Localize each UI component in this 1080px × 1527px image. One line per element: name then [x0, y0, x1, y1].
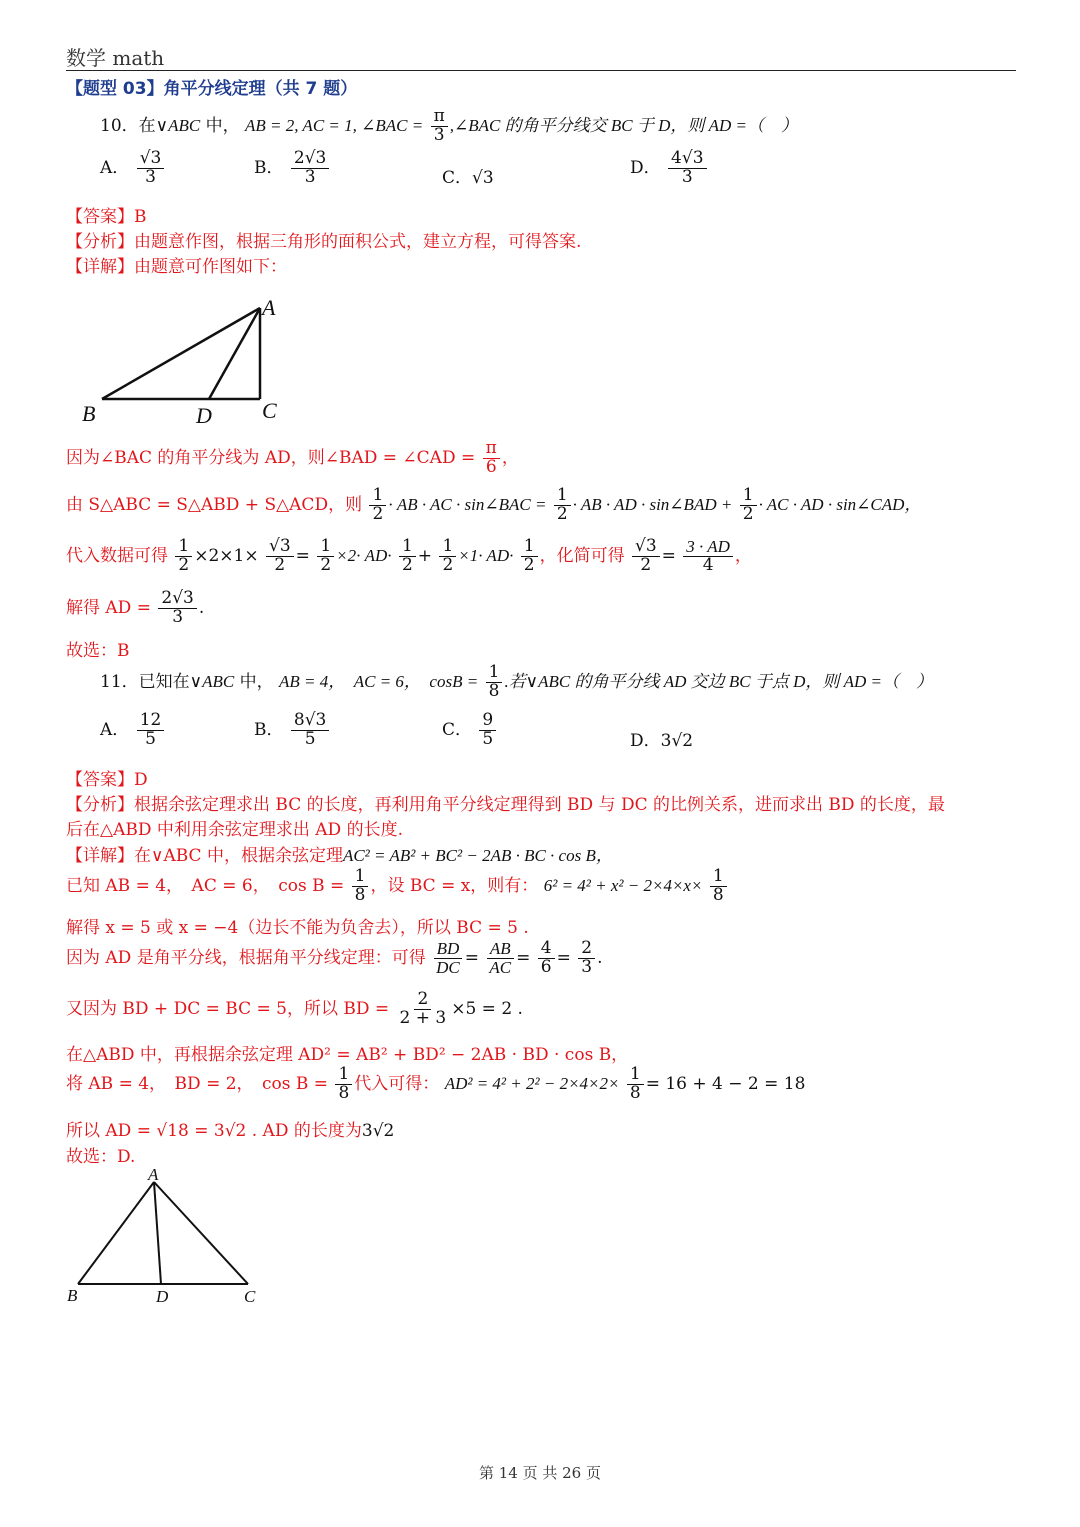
q10-step2: 由 S△ABC = S△ABD + S△ACD，则 $\frac{1}{2}$ · AB · AC · sin∠BAC = $\frac{1}{2}$ · AB · AD · sin∠BAD + $\frac{1}{2}$ · AC · AD · sin∠CAD， [66, 485, 922, 524]
q10-step1: 因为∠BAC 的角平分线为 AD，则∠BAD = ∠CAD = $\frac{\pi}{6}$ ， [66, 438, 519, 477]
q11-option-b: B． $\frac{8√3}{5}$ [254, 712, 331, 749]
q11-line4: 又因为 BD + DC = BC = 5，所以 BD = $\frac{2}{2 + 3}$ ×5 = 2 . [66, 989, 523, 1028]
q10-choice: 故选：B [66, 641, 130, 661]
q11-analysis-line1: 【分析】根据余弦定理求出 BC 的长度，再利用角平分线定理得到 BD 与 DC 的比例关系，进而求出 BD 的长度，最 [66, 795, 945, 815]
q10-analysis: 【分析】由题意作图，根据三角形的面积公式，建立方程，可得答案. [66, 232, 582, 252]
q10-triangle-figure [76, 290, 296, 430]
q10-option-a: A． $\frac{√3}{3}$ [100, 150, 166, 187]
q11-stem: 11．已知在∨ABC 中， AB = 4， AC = 6， cosB = $\frac{1}{8}$ .若∨ABC 的角平分线 AD 交边 BC 于点 D，则 AD =（ ） [100, 662, 934, 701]
q11-answer: 【答案】D [66, 770, 148, 790]
q11-label-a: A [148, 1165, 159, 1184]
q10-label-b: B [82, 401, 96, 426]
page-footer: 第 14 页 共 26 页 [478, 1464, 601, 1482]
q11-line5: 在△ABD 中，再根据余弦定理 AD² = AB² + BD² − 2AB · BD · cos B， [66, 1045, 629, 1065]
q11-triangle-figure [60, 1162, 280, 1312]
q11-analysis-line2: 后在△ABD 中利用余弦定理求出 AD 的长度. [66, 820, 403, 840]
section-title: 【题型 03】角平分线定理（共 7 题） [66, 79, 358, 99]
header-rule [66, 70, 1016, 71]
q11-detail-intro: 【详解】在∨ABC 中，根据余弦定理AC² = AB² + BC² − 2AB · BC · cos B， [66, 846, 613, 866]
q10-answer: 【答案】B [66, 207, 147, 227]
q11-line3: 因为 AD 是角平分线，根据角平分线定理：可得 $\frac{BD}{DC}$ = $\frac{AB}{AC}$ = $\frac{4}{6}$ = $\frac{2}{3}$ . [66, 938, 603, 977]
q11-option-d: D．3√2 [630, 731, 694, 751]
q11-option-a: A． $\frac{12}{5}$ [100, 712, 166, 749]
q10-option-b: B． $\frac{2√3}{3}$ [254, 150, 331, 187]
q11-choice: 故选：D. [66, 1147, 136, 1167]
q11-line2: 解得 x = 5 或 x = −4（边长不能为负舍去），所以 BC = 5 . [66, 918, 529, 938]
q11-line7: 所以 AD = √18 = 3√2 . AD 的长度为3√2 [66, 1121, 395, 1141]
q10-step4: 解得 AD = $\frac{2√3}{3}$ . [66, 588, 205, 627]
q11-line1: 已知 AB = 4， AC = 6， cos B = $\frac{1}{8}$ ，设 BC = x，则有： 6² = 4² + x² − 2×4×x× $\frac{1}{8}$ [66, 868, 729, 905]
q10-label-c: C [262, 398, 277, 423]
q11-label-b: B [67, 1286, 78, 1305]
q10-step3: 代入数据可得 $\frac{1}{2}$ ×2×1× $\frac{√3}{2}$ = $\frac{1}{2}$ ×2· AD· $\frac{1}{2}$ + $\frac{1}{2}$ ×1· AD· $\frac{1}{2}$ ，化简可得 $\frac{√3}{2}$ = $\frac{3 \cdot AD}{4}$ ， [66, 536, 752, 575]
q10-option-d: D． $\frac{4√3}{3}$ [630, 150, 709, 187]
q10-label-a: A [262, 295, 276, 320]
q10-label-d: D [196, 403, 212, 428]
q11-line6: 将 AB = 4， BD = 2， cos B = $\frac{1}{8}$ 代入可得： AD² = 4² + 2² − 2×4×2× $\frac{1}{8}$ = 16 + 4 − 2 = 18 [66, 1064, 806, 1103]
q11-label-d: D [156, 1287, 169, 1306]
q10-option-c: C．√3 [442, 168, 494, 188]
q11-label-c: C [244, 1287, 256, 1306]
q11-option-c: C． $\frac{9}{5}$ [442, 712, 498, 749]
q10-detail-intro: 【详解】由题意可作图如下： [66, 257, 287, 277]
page-header: 数学 math [66, 46, 165, 70]
q10-stem: 10．在∨ABC 中， AB = 2, AC = 1, ∠BAC = $\frac{\pi}{3}$ ,∠BAC 的角平分线交 BC 于 D，则 AD =（ ） [100, 106, 799, 145]
